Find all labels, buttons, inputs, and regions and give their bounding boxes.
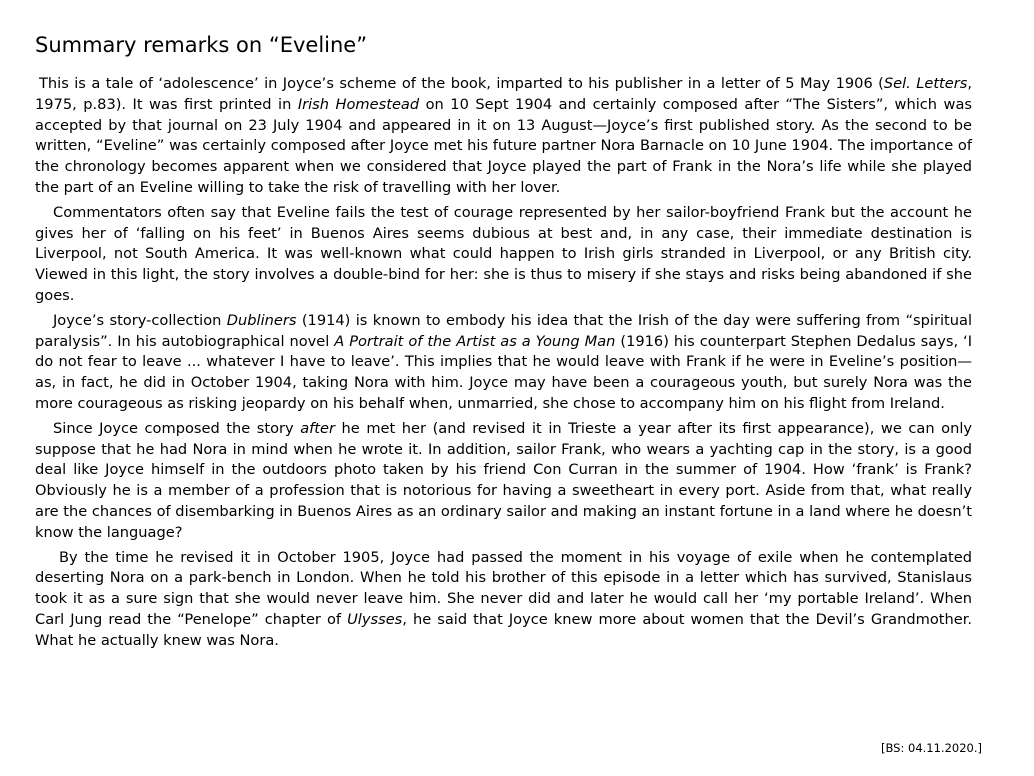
paragraph-frank	[35, 419, 972, 544]
document-body	[35, 74, 972, 656]
text-span: on 10 Sept 1904 and certainly composed after “The Sisters”, which was accepted by that journal on 23 July 1904 and appeared in it on 13 August—Joyce’s first published story. As the second to be written, “Eveline” was certainly composed after Joyce met his future partner Nora Barnacle on 10 June 1904. The importance of the chronology becomes apparent when we considered that Joyce played the part of Frank in the Nora’s life while she played the part of an Eveline willing to take the risk of travelling with her lover.	[35, 95, 973, 196]
text-span: Joyce’s story-collection	[53, 311, 227, 329]
text-span: , he said that Joyce knew more about women that the Devil’s Grandmother. What he actually knew was Nora.	[35, 610, 972, 649]
italic-title-dubliners: Dubliners	[226, 311, 297, 329]
paragraph-paralysis	[35, 311, 972, 415]
text-span: By the time he revised it in October 1905, Joyce had passed the moment in his voyage of exile when he contemplated deserting Nora on a park-bench in London. When he told his brother of this episode in a letter which has survived, Stanislaus took it as a sure sign that she would never leave him. She never did and later he would call her ‘my portable Ireland’. When Carl Jung read the “Penelope” chapter of	[35, 548, 972, 628]
paragraph-revision	[35, 548, 972, 652]
paragraph-commentators	[35, 203, 972, 307]
text-span: (1916) his counterpart Stephen Dedalus says, ‘I do not fear to leave ... whatever I have to leave’. This implies that he would leave with Frank if he were in Eveline’s position—as, in fact, he did in October 1904, taking Nora with him. Joyce may have been a courageous youth, but surely Nora was the more courageous as risking jeopardy on his behalf when, unmarried, she chose to accompany him on his flight from Ireland.	[35, 332, 972, 412]
italic-title-ulysses: Ulysses	[347, 610, 403, 628]
italic-emphasis-after: after	[300, 419, 336, 437]
text-span: he met her (and revised it in Trieste a year after its first appearance), we can only suppose that he had Nora in mind when he wrote it. In addition, sailor Frank, who wears a yachting cap in the story, is a good deal like Joyce himself in the outdoors photo taken by his friend Con Curran in the summer of 1904. How ‘frank’ is Frank? Obviously he is a member of a profession that is notorious for having a sweetheart in every port. Aside from that, what really are the chances of disembarking in Buenos Aires as an ordinary sailor and making an instant fortune in a land where he doesn’t know the language?	[35, 419, 973, 541]
italic-title-irish-homestead: Irish Homestead	[297, 95, 420, 113]
document-title: Summary remarks on “Eveline”	[35, 33, 368, 57]
paragraph-adolescence	[35, 74, 972, 199]
text-span: (1914) is known to embody his idea that the Irish of the day were suffering from “spiritual paralysis”. In his autobiographical novel	[35, 311, 972, 350]
text-span: , 1975, p.83). It was first printed in	[35, 75, 973, 113]
text-span: Since Joyce composed the story	[53, 419, 301, 437]
text-span: Commentators often say that Eveline fails the test of courage represented by her sailor-boyfriend Frank but the account he gives her of ‘falling on his feet’ in Buenos Aires seems dubious at best and, in any case, their immediate destination is Liverpool, not South America. It was well-known what could happen to Irish girls stranded in Liverpool, or any British city. Viewed in this light, the story involves a double-bind for her: she is thus to misery if she stays and risks being abandoned if she goes.	[35, 203, 972, 304]
italic-title-sel-letters: Sel. Letters	[883, 75, 968, 92]
italic-title-portrait: A Portrait of the Artist as a Young Man	[334, 332, 616, 350]
text-span: This is a tale of ‘adolescence’ in Joyce’s scheme of the book, imparted to his publisher in a letter of 5 May 1906 (	[39, 75, 884, 92]
signoff-date: [BS: 04.11.2020.]	[881, 741, 982, 755]
